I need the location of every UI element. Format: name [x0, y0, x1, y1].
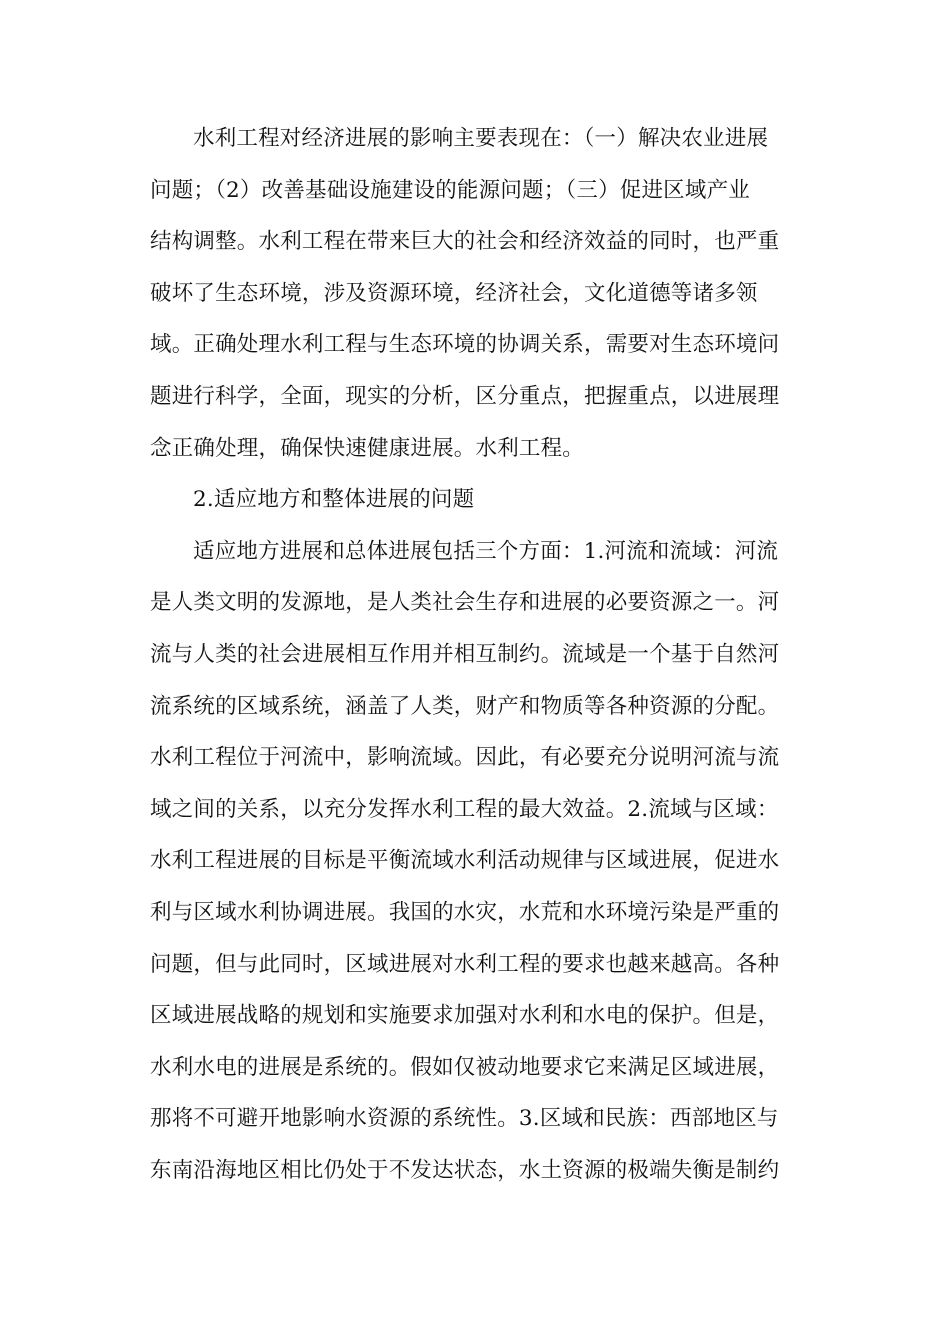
- paragraph-economic-impact: [150, 113, 802, 474]
- text-line: 问题，但与此同时，区域进展对水利工程的要求也越来越高。各种: [150, 951, 780, 977]
- text-line: 域之间的关系，以充分发挥水利工程的最大效益。2.流域与区域：: [150, 796, 779, 822]
- text-line: 那将不可避开地影响水资源的系统性。3.区域和民族：西部地区与: [150, 1106, 779, 1132]
- document-body: [150, 113, 802, 1196]
- text-line: 区域进展战略的规划和实施要求加强对水利和水电的保护。但是，: [150, 1003, 780, 1029]
- text-line: 结构调整。水利工程在带来巨大的社会和经济效益的同时，也严重: [150, 229, 780, 255]
- text-line: 水利工程对经济进展的影响主要表现在：（一）解决农业进展: [193, 126, 769, 151]
- text-line: 东南沿海地区相比仍处于不发达状态，水土资源的极端失衡是制约: [150, 1157, 780, 1183]
- text-line: 流与人类的社会进展相互作用并相互制约。流域是一个基于自然河: [150, 641, 780, 667]
- text-line: 破坏了生态环境，涉及资源环境，经济社会，文化道德等诸多领: [150, 280, 758, 306]
- section-heading-local-overall: [150, 474, 802, 526]
- text-line: 适应地方进展和总体进展包括三个方面：1.河流和流域：河流: [193, 538, 779, 564]
- paragraph-three-aspects: [150, 526, 802, 1197]
- text-line: 流系统的区域系统，涵盖了人类，财产和物质等各种资源的分配。: [150, 693, 780, 719]
- text-line: 念正确处理，确保快速健康进展。水利工程。: [150, 435, 585, 461]
- text-line: 水利工程位于河流中，影响流域。因此，有必要充分说明河流与流: [150, 745, 780, 771]
- text-line: 问题；（2）改善基础设施建设的能源问题；（三）促进区域产业: [150, 177, 750, 203]
- text-line: 域。正确处理水利工程与生态环境的协调关系，需要对生态环境问: [150, 332, 780, 358]
- text-line: 是人类文明的发源地，是人类社会生存和进展的必要资源之一。河: [150, 590, 780, 616]
- text-line: 题进行科学，全面，现实的分析，区分重点，把握重点，以进展理: [150, 383, 780, 409]
- text-line: 2.适应地方和整体进展的问题: [193, 487, 475, 513]
- text-line: 水利工程进展的目标是平衡流域水利活动规律与区域进展，促进水: [150, 848, 780, 874]
- text-line: 水利水电的进展是系统的。假如仅被动地要求它来满足区域进展，: [150, 1054, 780, 1080]
- text-line: 利与区域水利协调进展。我国的水灾，水荒和水环境污染是严重的: [150, 899, 780, 925]
